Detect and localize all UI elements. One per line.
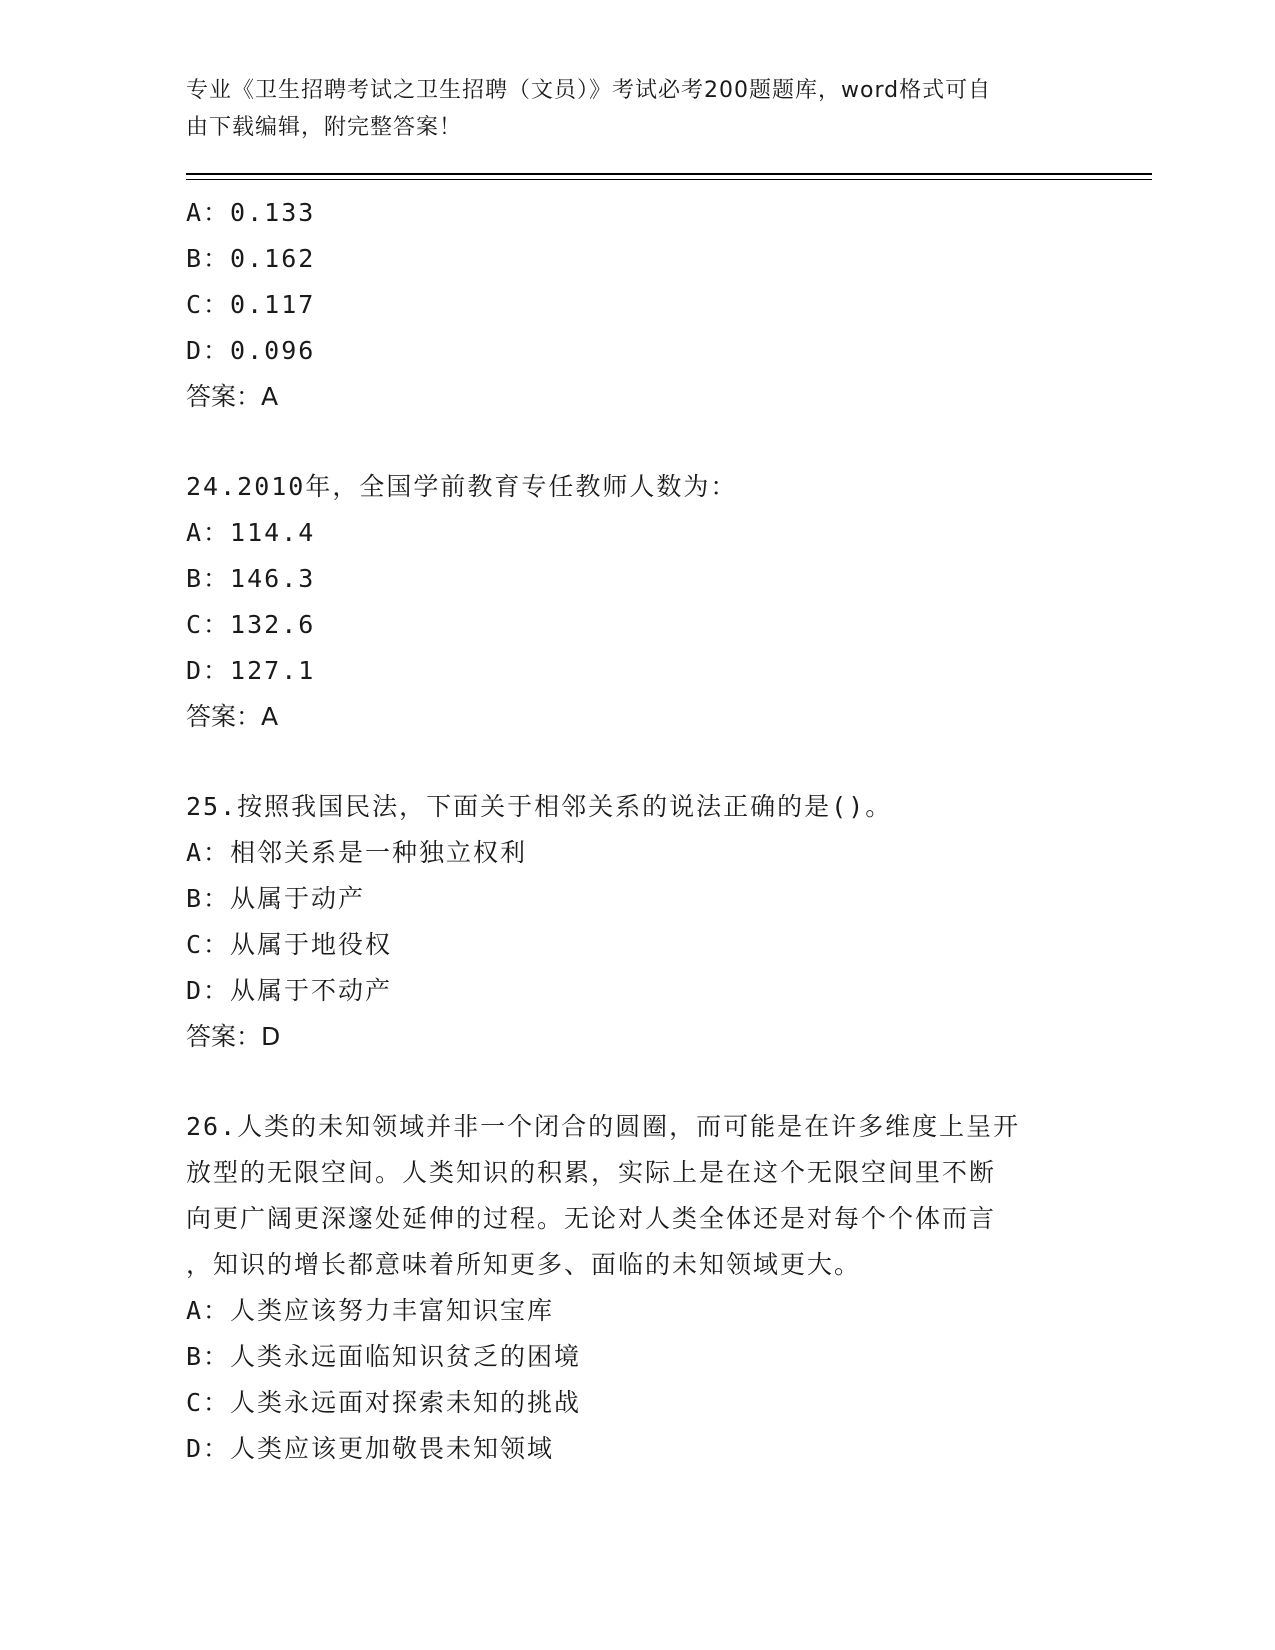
option-c: C：0.117 xyxy=(186,290,316,319)
option-c: C：从属于地役权 xyxy=(186,930,393,959)
question-24 xyxy=(186,464,1086,740)
option-d: D：人类应该更加敬畏未知领域 xyxy=(186,1434,555,1463)
option-a: A：114.4 xyxy=(186,518,316,547)
header-divider-thin xyxy=(186,179,1152,180)
option-a: A：人类应该努力丰富知识宝库 xyxy=(186,1296,555,1325)
question-stem: 24.2010年，全国学前教育专任教师人数为： xyxy=(186,472,738,501)
option-b: B：从属于动产 xyxy=(186,884,366,913)
question-stem-line-4: ，知识的增长都意味着所知更多、面临的未知领域更大。 xyxy=(186,1250,862,1279)
option-c: C：132.6 xyxy=(186,610,316,639)
option-d: D：127.1 xyxy=(186,656,316,685)
option-d: D：0.096 xyxy=(186,336,316,365)
answer-line: 答案：A xyxy=(186,382,279,411)
answer-line: 答案：D xyxy=(186,1022,281,1051)
header-line-1: 专业《卫生招聘考试之卫生招聘（文员）》考试必考200题题库，word格式可自 xyxy=(186,78,992,103)
option-a: A：0.133 xyxy=(186,198,316,227)
answer-line: 答案：A xyxy=(186,702,279,731)
header-divider-thick xyxy=(186,173,1152,175)
question-spacer xyxy=(186,420,1086,464)
question-spacer xyxy=(186,1060,1086,1104)
question-spacer xyxy=(186,740,1086,784)
option-b: B：146.3 xyxy=(186,564,316,593)
header-line-2: 由下载编辑，附完整答案！ xyxy=(186,115,463,140)
question-list xyxy=(186,190,1086,1472)
option-c: C：人类永远面对探索未知的挑战 xyxy=(186,1388,582,1417)
question-23-continued xyxy=(186,190,1086,420)
question-26 xyxy=(186,1104,1086,1472)
question-stem-line-3: 向更广阔更深邃处延伸的过程。无论对人类全体还是对每个个体而言 xyxy=(186,1204,997,1233)
question-stem: 25.按照我国民法，下面关于相邻关系的说法正确的是()。 xyxy=(186,792,893,821)
option-b: B：0.162 xyxy=(186,244,316,273)
option-b: B：人类永远面临知识贫乏的困境 xyxy=(186,1342,582,1371)
question-stem-line-2: 放型的无限空间。人类知识的积累，实际上是在这个无限空间里不断 xyxy=(186,1158,997,1187)
option-d: D：从属于不动产 xyxy=(186,976,393,1005)
question-stem-line-1: 26.人类的未知领域并非一个闭合的圆圈，而可能是在许多维度上呈开 xyxy=(186,1112,1021,1141)
document-header xyxy=(186,72,1086,146)
question-25 xyxy=(186,784,1086,1060)
option-a: A：相邻关系是一种独立权利 xyxy=(186,838,528,867)
